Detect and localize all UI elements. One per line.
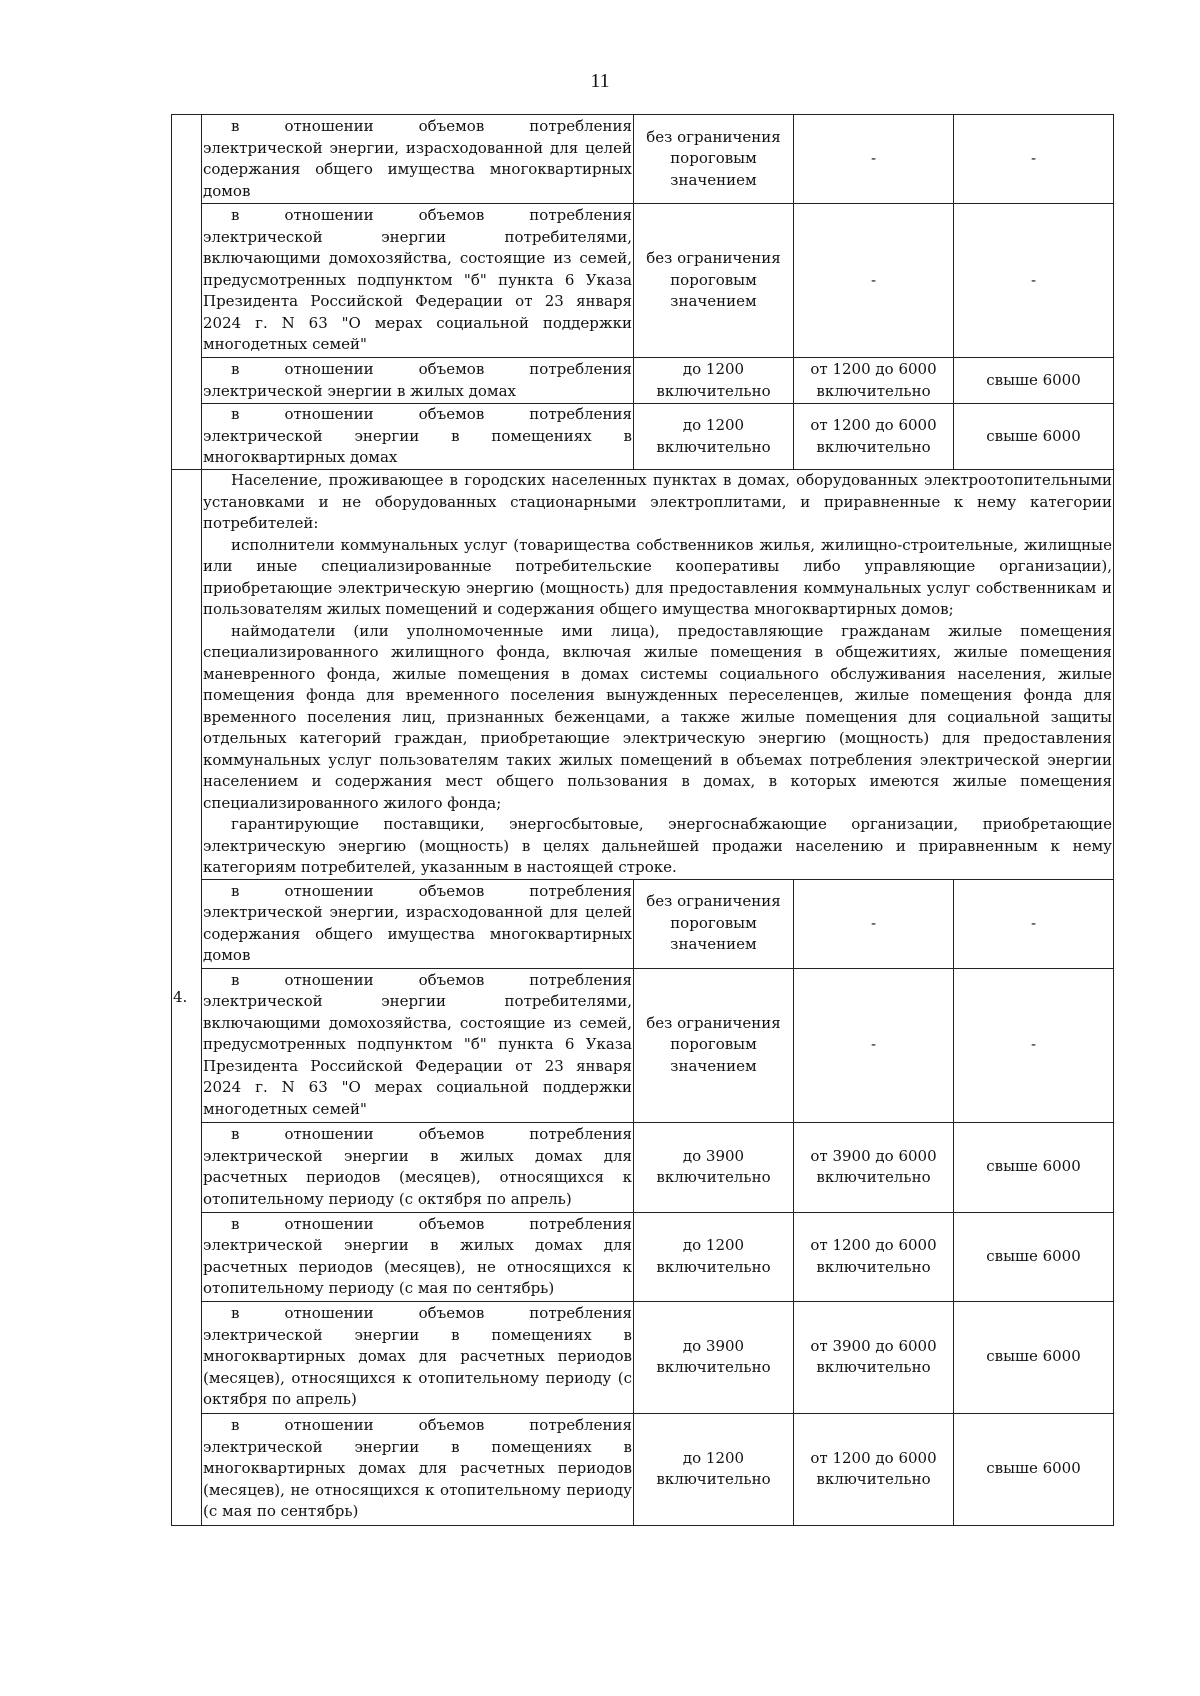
row-number-cell	[172, 115, 202, 470]
row-description: в отношении объемов потребления электрической энергии в жилых домах	[202, 358, 634, 404]
threshold-3-cell: свыше 6000	[954, 1301, 1114, 1413]
table-row	[172, 1301, 1114, 1413]
threshold-1-cell: до 3900 включительно	[634, 1122, 794, 1212]
threshold-3-cell: свыше 6000	[954, 1122, 1114, 1212]
threshold-1-cell: без ограничения пороговым значением	[634, 968, 794, 1122]
table-row	[172, 358, 1114, 404]
threshold-3-cell: -	[954, 115, 1114, 204]
section-4-paragraph: гарантирующие поставщики, энергосбытовые, энергоснабжающие организации, приобретающие электрическую энергию (мощность) в целях дальнейшей продажи населению и приравненным к нему категориям потребителей, указанным в настоящей строке.	[203, 815, 1112, 876]
row-description: в отношении объемов потребления электрической энергии, израсходованной для целей содержания общего имущества многоквартирных домов	[202, 115, 634, 204]
threshold-1-cell: до 1200 включительно	[634, 1212, 794, 1301]
table-row	[172, 115, 1114, 204]
threshold-1-cell: до 3900 включительно	[634, 1301, 794, 1413]
row-description: в отношении объемов потребления электрической энергии потребителями, включающими домохозяйства, состоящие из семей, предусмотренных подпунктом "б" пункта 6 Указа Президента Российской Федерации от 23 января 2024 г. N 63 "О мерах социальной поддержки многодетных семей"	[202, 968, 634, 1122]
tariff-table	[171, 114, 1114, 1526]
threshold-2-cell: от 1200 до 6000 включительно	[794, 1212, 954, 1301]
row-description: в отношении объемов потребления электрической энергии, израсходованной для целей содержания общего имущества многоквартирных домов	[202, 879, 634, 968]
threshold-2-cell: -	[794, 968, 954, 1122]
threshold-1-cell: до 1200 включительно	[634, 1413, 794, 1525]
row-description: в отношении объемов потребления электрической энергии в жилых домах для расчетных периодов (месяцев), не относящихся к отопительному периоду (с мая по сентябрь)	[202, 1212, 634, 1301]
table-row	[172, 1212, 1114, 1301]
threshold-2-cell: -	[794, 204, 954, 358]
threshold-3-cell: -	[954, 879, 1114, 968]
table-row	[172, 404, 1114, 470]
threshold-1-cell: без ограничения пороговым значением	[634, 115, 794, 204]
table-row	[172, 1122, 1114, 1212]
threshold-2-cell: от 3900 до 6000 включительно	[794, 1301, 954, 1413]
row-description: в отношении объемов потребления электрической энергии в жилых домах для расчетных периодов (месяцев), относящихся к отопительному периоду (с октября по апрель)	[202, 1122, 634, 1212]
threshold-1-cell: до 1200 включительно	[634, 404, 794, 470]
row-description: в отношении объемов потребления электрической энергии в помещениях в многоквартирных домах	[202, 404, 634, 470]
threshold-3-cell: свыше 6000	[954, 404, 1114, 470]
threshold-3-cell: -	[954, 968, 1114, 1122]
threshold-2-cell: -	[794, 879, 954, 968]
section-4-paragraph: Население, проживающее в городских населенных пунктах в домах, оборудованных электроотопительными установками и не оборудованных стационарными электроплитами, и приравненные к нему категории потребителей:	[203, 471, 1112, 532]
section-4-description	[202, 470, 1114, 880]
threshold-2-cell: от 1200 до 6000 включительно	[794, 404, 954, 470]
table-row	[172, 879, 1114, 968]
section-4-header-row	[172, 470, 1114, 880]
threshold-3-cell: свыше 6000	[954, 1212, 1114, 1301]
threshold-2-cell: от 3900 до 6000 включительно	[794, 1122, 954, 1212]
section-4-paragraph: наймодатели (или уполномоченные ими лица), предоставляющие гражданам жилые помещения специализированного жилищного фонда, включая жилые помещения в общежитиях, жилые помещения маневренного фонда, жилые помещения в домах системы социального обслуживания населения, жилые помещения фонда для временного поселения вынужденных переселенцев, жилые помещения фонда для временного поселения лиц, признанных беженцами, а также жилые помещения для социальной защиты отдельных категорий граждан, приобретающие электрическую энергию (мощность) для предоставления коммунальных услуг пользователям таких жилых помещений в объемах потребления электрической энергии населением и содержания мест общего пользования в домах, в которых имеются жилые помещения специализированного жилого фонда;	[203, 621, 1112, 812]
row-description: в отношении объемов потребления электрической энергии потребителями, включающими домохозяйства, состоящие из семей, предусмотренных подпунктом "б" пункта 6 Указа Президента Российской Федерации от 23 января 2024 г. N 63 "О мерах социальной поддержки многодетных семей"	[202, 204, 634, 358]
threshold-2-cell: от 1200 до 6000 включительно	[794, 358, 954, 404]
page-number: 11	[590, 70, 610, 92]
table-row	[172, 968, 1114, 1122]
row-number-cell: 4.	[172, 470, 202, 1526]
threshold-2-cell: от 1200 до 6000 включительно	[794, 1413, 954, 1525]
threshold-3-cell: свыше 6000	[954, 1413, 1114, 1525]
table-row	[172, 204, 1114, 358]
threshold-3-cell: -	[954, 204, 1114, 358]
threshold-1-cell: до 1200 включительно	[634, 358, 794, 404]
threshold-1-cell: без ограничения пороговым значением	[634, 204, 794, 358]
row-description: в отношении объемов потребления электрической энергии в помещениях в многоквартирных домах для расчетных периодов (месяцев), относящихся к отопительному периоду (с октября по апрель)	[202, 1301, 634, 1413]
threshold-1-cell: без ограничения пороговым значением	[634, 879, 794, 968]
threshold-3-cell: свыше 6000	[954, 358, 1114, 404]
row-description: в отношении объемов потребления электрической энергии в помещениях в многоквартирных домах для расчетных периодов (месяцев), не относящихся к отопительному периоду (с мая по сентябрь)	[202, 1413, 634, 1525]
threshold-2-cell: -	[794, 115, 954, 204]
table-row	[172, 1413, 1114, 1525]
section-4-paragraph: исполнители коммунальных услуг (товарищества собственников жилья, жилищно-строительные, жилищные или иные специализированные потребительские кооперативы либо управляющие организации), приобретающие электрическую энергию (мощность) для предоставления коммунальных услуг собственникам и пользователям жилых помещений и содержания общего имущества многоквартирных домов;	[203, 535, 1112, 618]
